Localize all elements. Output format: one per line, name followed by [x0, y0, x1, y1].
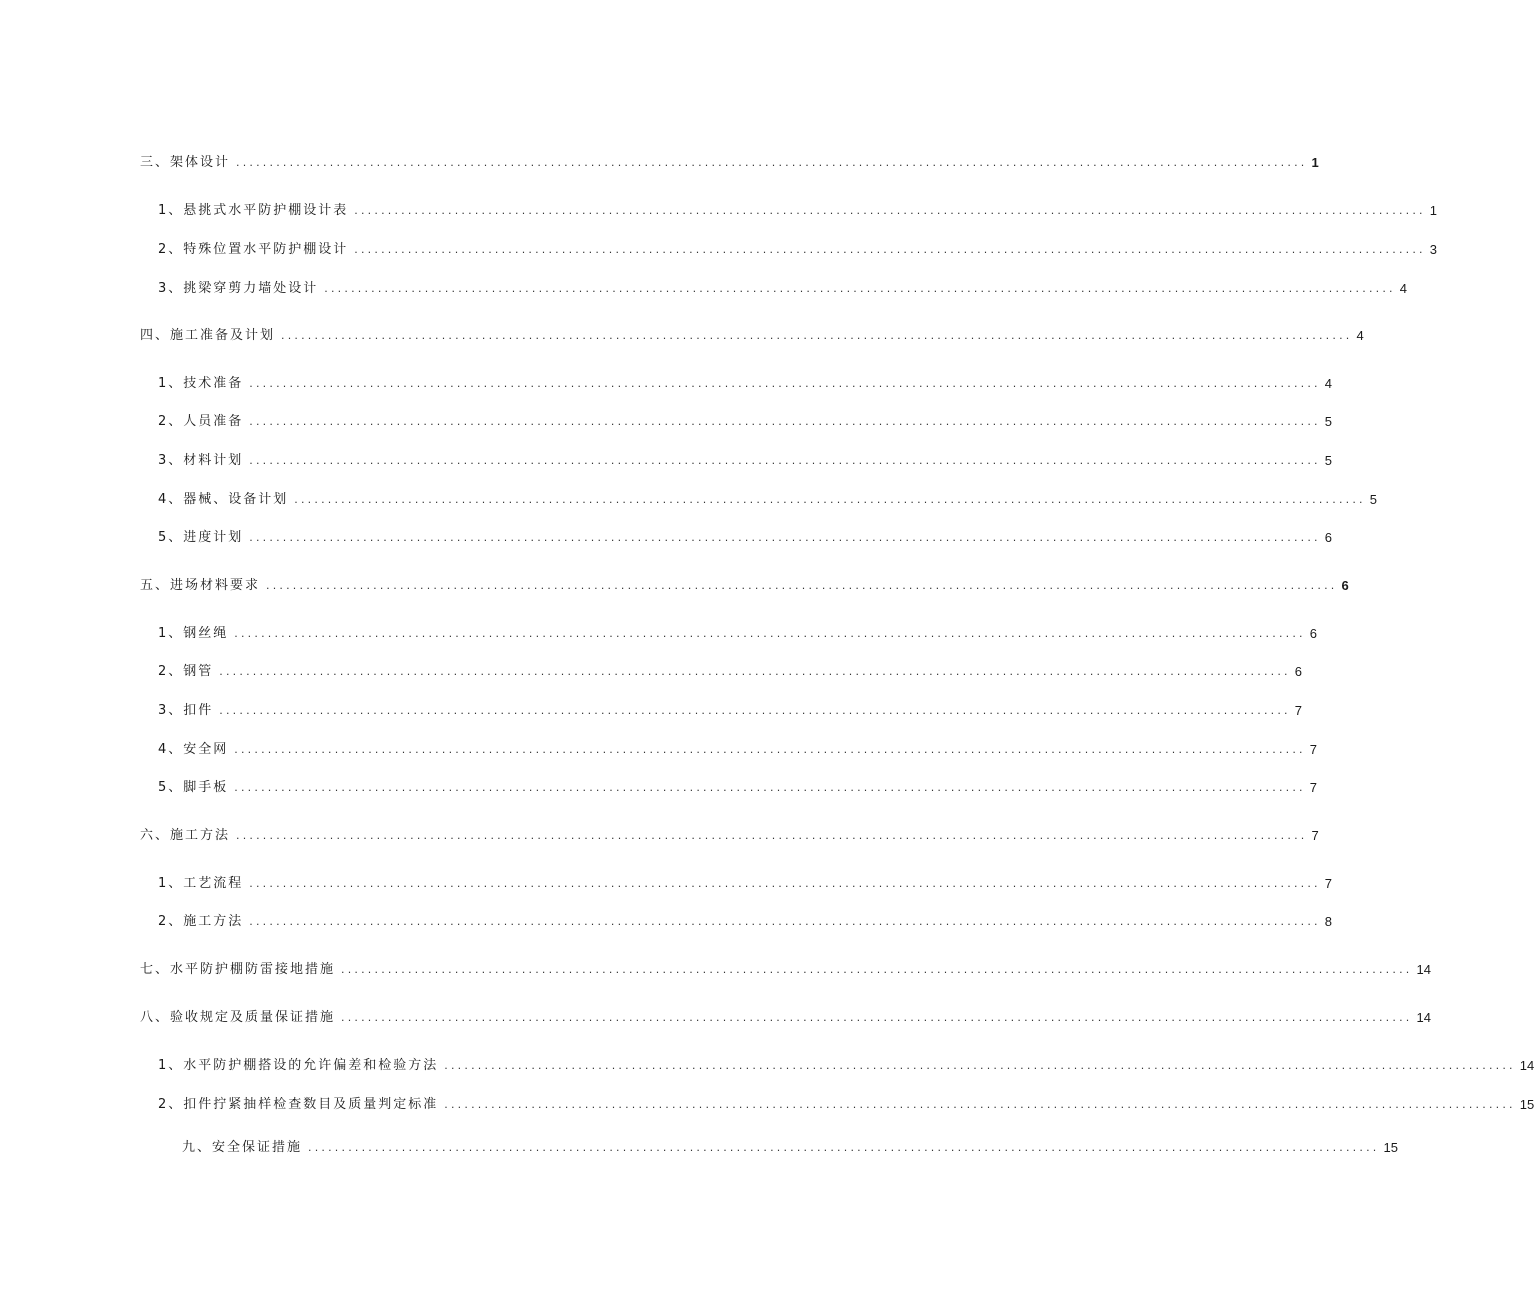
toc-entry-label: 3、材料计划: [158, 453, 244, 468]
toc-entry-page: 7: [1294, 703, 1302, 718]
toc-entry-section-6[interactable]: [140, 826, 1319, 846]
toc-leader-dots: ................................................................................................................................................................: [219, 704, 1291, 717]
toc-entry-page: 7: [1311, 828, 1319, 843]
toc-entry-3-2[interactable]: [158, 240, 1437, 260]
toc-entry-page: 7: [1309, 742, 1317, 757]
toc-entry-page: 5: [1324, 414, 1332, 429]
toc-entry-5-1[interactable]: [158, 624, 1317, 644]
toc-leader-dots: ................................................................................................................................................................: [281, 329, 1353, 342]
toc-entry-label: 3、扣件: [158, 703, 214, 718]
toc-entry-label: 2、人员准备: [158, 414, 244, 429]
toc-entry-label: 六、施工方法: [140, 828, 231, 843]
toc-leader-dots: ................................................................................................................................................................: [444, 1059, 1516, 1072]
toc-entry-label: 七、水平防护棚防雷接地措施: [140, 962, 336, 977]
toc-leader-dots: ................................................................................................................................................................: [341, 1011, 1413, 1024]
toc-leader-dots: ................................................................................................................................................................: [236, 829, 1308, 842]
toc-entry-label: 4、安全网: [158, 742, 229, 757]
toc-entry-page: 4: [1356, 328, 1364, 343]
toc-entry-page: 14: [1416, 962, 1431, 977]
toc-entry-page: 1: [1429, 203, 1437, 218]
toc-leader-dots: ................................................................................................................................................................: [219, 665, 1291, 678]
toc-entry-label: 2、特殊位置水平防护棚设计: [158, 242, 349, 257]
toc-leader-dots: ................................................................................................................................................................: [234, 781, 1306, 794]
toc-entry-page: 5: [1369, 492, 1377, 507]
toc-leader-dots: ................................................................................................................................................................: [249, 531, 1321, 544]
toc-entry-label: 五、进场材料要求: [140, 578, 261, 593]
toc-entry-label: 5、脚手板: [158, 780, 229, 795]
toc-leader-dots: ................................................................................................................................................................: [249, 877, 1321, 890]
toc-entry-label: 三、架体设计: [140, 155, 231, 170]
toc-entry-4-3[interactable]: [158, 451, 1332, 471]
toc-entry-4-2[interactable]: [158, 412, 1332, 432]
toc-leader-dots: ................................................................................................................................................................: [249, 377, 1321, 390]
toc-entry-page: 6: [1324, 530, 1332, 545]
toc-entry-label: 1、水平防护棚搭设的允许偏差和检验方法: [158, 1058, 439, 1073]
toc-entry-page: 3: [1429, 242, 1437, 257]
toc-leader-dots: ................................................................................................................................................................: [234, 743, 1306, 756]
toc-leader-dots: ................................................................................................................................................................: [444, 1098, 1516, 1111]
toc-entry-section-8[interactable]: [140, 1008, 1431, 1028]
toc-entry-label: 1、工艺流程: [158, 876, 244, 891]
toc-entry-page: 15: [1519, 1097, 1534, 1112]
toc-entry-section-3[interactable]: [140, 153, 1319, 173]
toc-entry-label: 2、钢管: [158, 664, 214, 679]
toc-leader-dots: ................................................................................................................................................................: [236, 156, 1308, 169]
toc-leader-dots: ................................................................................................................................................................: [266, 579, 1338, 592]
toc-entry-6-1[interactable]: [158, 874, 1332, 894]
toc-entry-page: 6: [1341, 578, 1349, 593]
toc-leader-dots: ................................................................................................................................................................: [249, 415, 1321, 428]
toc-entry-page: 7: [1324, 876, 1332, 891]
toc-entry-page: 5: [1324, 453, 1332, 468]
toc-entry-page: 4: [1399, 281, 1407, 296]
toc-entry-page: 8: [1324, 914, 1332, 929]
toc-entry-label: 八、验收规定及质量保证措施: [140, 1010, 336, 1025]
toc-entry-label: 2、施工方法: [158, 914, 244, 929]
toc-entry-6-2[interactable]: [158, 912, 1332, 932]
toc-entry-8-1[interactable]: [158, 1056, 1534, 1076]
toc-entry-page: 7: [1309, 780, 1317, 795]
toc-leader-dots: ................................................................................................................................................................: [249, 915, 1321, 928]
toc-entry-label: 3、挑梁穿剪力墙处设计: [158, 281, 319, 296]
toc-leader-dots: ................................................................................................................................................................: [249, 454, 1321, 467]
toc-entry-label: 1、技术准备: [158, 376, 244, 391]
toc-entry-5-5[interactable]: [158, 778, 1317, 798]
toc-entry-page: 1: [1311, 155, 1319, 170]
toc-entry-5-3[interactable]: [158, 701, 1302, 721]
toc-entry-4-1[interactable]: [158, 374, 1332, 394]
toc-leader-dots: ................................................................................................................................................................: [341, 963, 1413, 976]
toc-entry-label: 2、扣件拧紧抽样检查数目及质量判定标准: [158, 1097, 439, 1112]
toc-entry-section-4[interactable]: [140, 326, 1364, 346]
toc-entry-page: 15: [1383, 1140, 1398, 1155]
toc-entry-label: 5、进度计划: [158, 530, 244, 545]
toc-entry-4-5[interactable]: [158, 528, 1332, 548]
toc-leader-dots: ................................................................................................................................................................: [308, 1141, 1380, 1154]
toc-entry-page: 14: [1519, 1058, 1534, 1073]
toc-entry-5-2[interactable]: [158, 662, 1302, 682]
toc-entry-5-4[interactable]: [158, 740, 1317, 760]
toc-leader-dots: ................................................................................................................................................................: [354, 204, 1426, 217]
toc-entry-page: 14: [1416, 1010, 1431, 1025]
toc-leader-dots: ................................................................................................................................................................: [294, 493, 1366, 506]
toc-entry-4-4[interactable]: [158, 490, 1377, 510]
toc-entry-label: 九、安全保证措施: [182, 1140, 303, 1155]
toc-entry-label: 1、悬挑式水平防护棚设计表: [158, 203, 349, 218]
toc-entry-3-3[interactable]: [158, 279, 1407, 299]
toc-leader-dots: ................................................................................................................................................................: [324, 282, 1396, 295]
toc-entry-page: 6: [1309, 626, 1317, 641]
toc-entry-section-5[interactable]: [140, 576, 1349, 596]
toc-entry-section-7[interactable]: [140, 960, 1431, 980]
toc-entry-page: 6: [1294, 664, 1302, 679]
toc-leader-dots: ................................................................................................................................................................: [234, 627, 1306, 640]
toc-entry-page: 4: [1324, 376, 1332, 391]
toc-entry-label: 4、器械、设备计划: [158, 492, 289, 507]
toc-leader-dots: ................................................................................................................................................................: [354, 243, 1426, 256]
toc-entry-3-1[interactable]: [158, 201, 1437, 221]
toc-entry-label: 四、施工准备及计划: [140, 328, 276, 343]
toc-entry-label: 1、钢丝绳: [158, 626, 229, 641]
toc-entry-8-2[interactable]: [158, 1095, 1534, 1115]
toc-entry-section-9[interactable]: [182, 1138, 1398, 1158]
